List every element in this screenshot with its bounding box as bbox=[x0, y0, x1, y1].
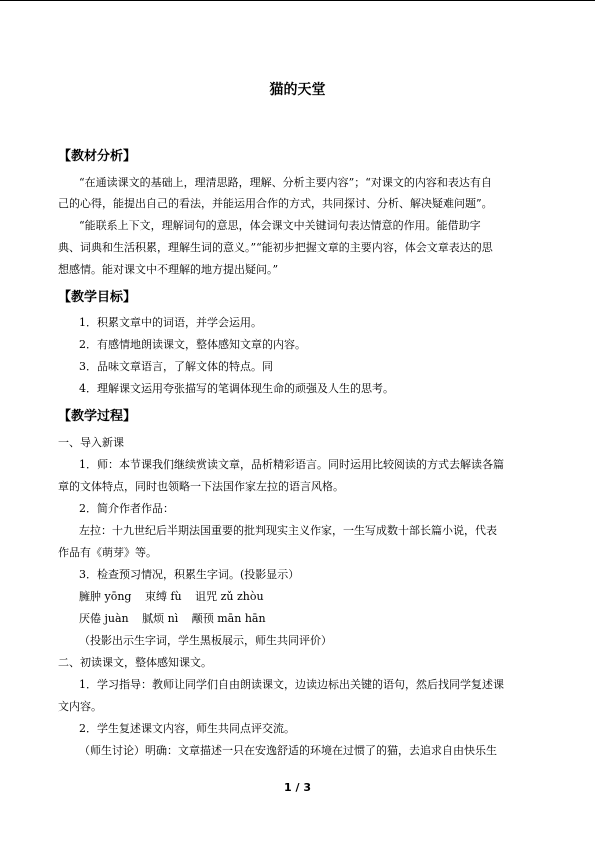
pinyin-item: 颟顸 mān hān bbox=[191, 612, 266, 625]
paragraph-line: 典、词典和生活积累，理解生词的意义。”“能初步把握文章的主要内容，体会文章表达的思 bbox=[58, 241, 493, 254]
process-line: （投影出示生字词，学生黑板展示，师生共同评价） bbox=[79, 634, 332, 647]
pinyin-item: 束缚 fù bbox=[144, 590, 182, 603]
pinyin-item: 厌倦 juàn bbox=[79, 612, 129, 625]
process-line: 作品有《萌芽》等。 bbox=[58, 546, 157, 559]
goal-item: 2．有感情地朗读课文，整体感知文章的内容。 bbox=[79, 338, 306, 351]
pinyin-item: 臃肿 yōng bbox=[79, 590, 132, 603]
pinyin-item: 诅咒 zǔ zhòu bbox=[195, 590, 264, 603]
process-line: 左拉：十九世纪后半期法国重要的批判现实主义作家，一生写成数十部长篇小说，代表 bbox=[79, 524, 497, 537]
process-line: 文内容。 bbox=[58, 700, 102, 713]
section-heading-goals: 【教学目标】 bbox=[58, 290, 137, 305]
document-title: 猫的天堂 bbox=[269, 82, 326, 98]
goal-item: 3．品味文章语言，了解文体的特点。同 bbox=[79, 360, 273, 373]
process-line: 2．学生复述课文内容，师生共同点评交流。 bbox=[79, 722, 295, 735]
process-line: 2．简介作者作品： bbox=[79, 502, 174, 515]
page-number: 1 / 3 bbox=[284, 781, 311, 794]
process-line: （师生讨论）明确：文章描述一只在安逸舒适的环境在过惯了的猫，去追求自由快乐生 bbox=[79, 744, 497, 757]
goal-item: 1．积累文章中的词语，并学会运用。 bbox=[79, 316, 262, 329]
process-line: 章的文体特点，同时也领略一下法国作家左拉的语言风格。 bbox=[58, 480, 344, 493]
section-heading-analysis: 【教材分析】 bbox=[58, 149, 137, 164]
process-line: 3．检查预习情况，积累生字词。(投影显示） bbox=[79, 568, 300, 581]
process-line: 1．学习指导：教师让同学们自由朗读课文，边读边标出关键的语句，然后找同学复述课 bbox=[79, 678, 504, 691]
paragraph-line: “在通读课文的基础上，理清思路，理解、分析主要内容”；“对课文的内容和表达有自 bbox=[79, 176, 492, 189]
paragraph-line: “能联系上下文，理解词句的意思，体会课文中关键词句表达情意的作用。能借助字 bbox=[79, 219, 481, 232]
process-line: 1．师：本节课我们继续赏读文章，品析精彩语言。同时运用比较阅读的方式去解读各篇 bbox=[79, 458, 504, 471]
pinyin-item: 腻烦 nì bbox=[142, 612, 179, 625]
process-line: 一、导入新课 bbox=[58, 436, 124, 449]
pinyin-row bbox=[79, 612, 276, 625]
paragraph-line: 想感情。能对课文中不理解的地方提出疑问。” bbox=[58, 263, 279, 276]
top-rule bbox=[0, 0, 595, 1]
goal-item: 4．理解课文运用夸张描写的笔调体现生命的顽强及人生的思考。 bbox=[79, 382, 394, 395]
section-heading-process: 【教学过程】 bbox=[58, 409, 137, 424]
paragraph-line: 己的心得，能提出自己的看法，并能运用合作的方式，共同探讨、分析、解决疑难问题”。 bbox=[58, 197, 493, 210]
pinyin-row bbox=[79, 590, 274, 603]
process-line: 二、初读课文，整体感知课文。 bbox=[58, 656, 212, 669]
